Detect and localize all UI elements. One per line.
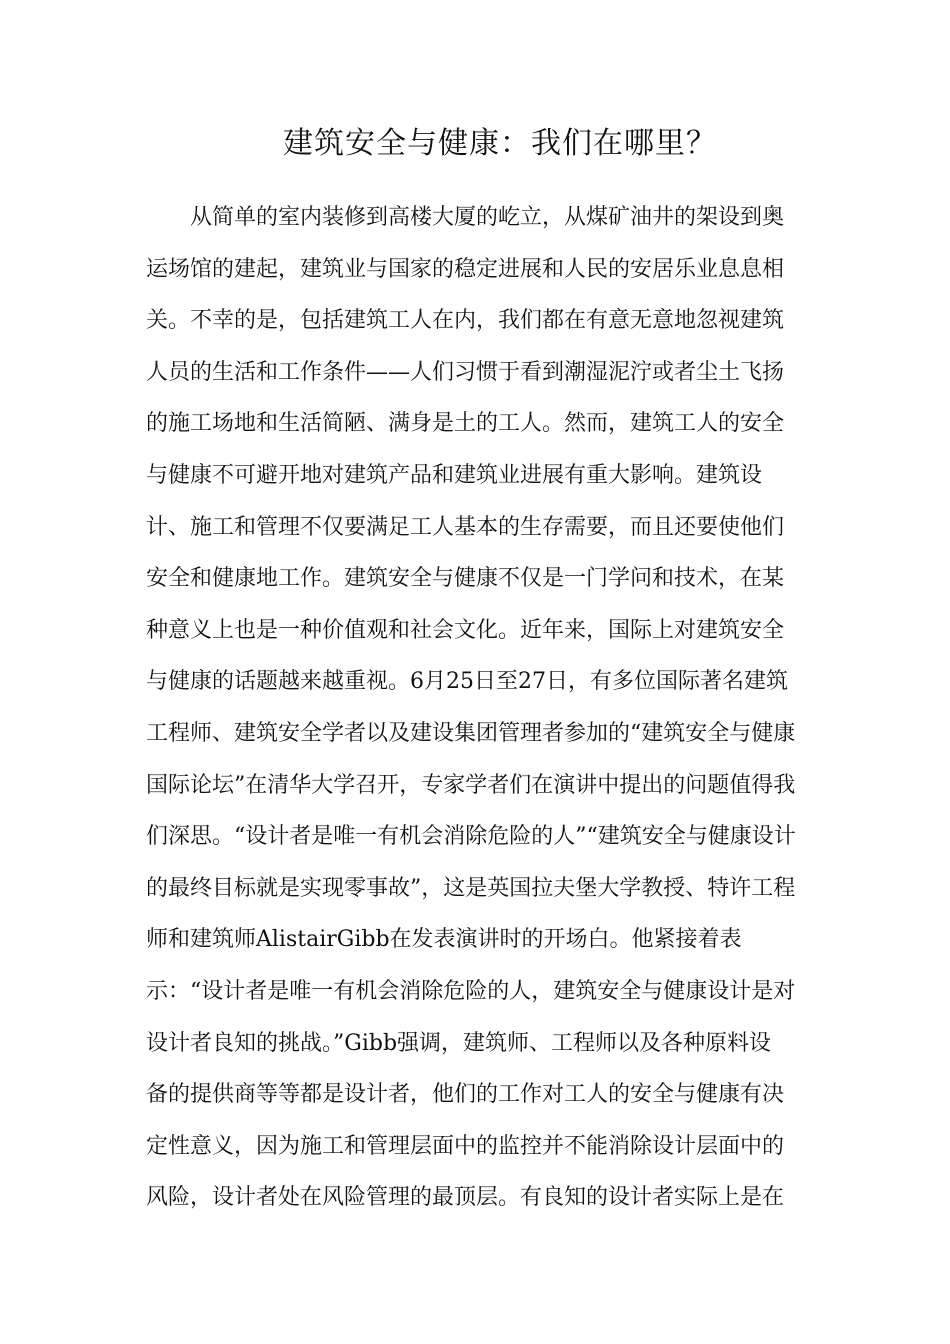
body-line: 定性意义，因为施工和管理层面中的监控并不能消除设计层面中的 bbox=[146, 1133, 785, 1159]
body-line: 与健康的话题越来越重视。6月25日至27日，有多位国际著名建筑 bbox=[146, 669, 788, 695]
document-title: 建筑安全与健康：我们在哪里？ bbox=[283, 126, 717, 161]
body-line: 风险，设计者处在风险管理的最顶层。有良知的设计者实际上是在 bbox=[146, 1185, 785, 1211]
body-line: 人员的生活和工作条件——人们习惯于看到潮湿泥泞或者尘土飞扬 bbox=[146, 359, 785, 385]
body-line: 安全和健康地工作。建筑安全与健康不仅是一门学问和技术，在某 bbox=[146, 566, 785, 592]
body-line: 与健康不可避开地对建筑产品和建筑业进展有重大影响。建筑设 bbox=[146, 462, 763, 488]
body-line: 运场馆的建起，建筑业与国家的稳定进展和人民的安居乐业息息相 bbox=[146, 256, 785, 282]
body-line: 的最终目标就是实现零事故”，这是英国拉夫堡大学教授、特许工程 bbox=[146, 875, 796, 901]
body-line: 示：“设计者是唯一有机会消除危险的人，建筑安全与健康设计是对 bbox=[146, 978, 796, 1004]
body-line: 计、施工和管理不仅要满足工人基本的生存需要，而且还要使他们 bbox=[146, 514, 785, 540]
body-line: 设计者良知的挑战。”Gibb强调，建筑师、工程师以及各种原料设 bbox=[146, 1030, 772, 1056]
body-line: 的施工场地和生活简陋、满身是土的工人。然而，建筑工人的安全 bbox=[146, 411, 785, 437]
document-body bbox=[146, 192, 811, 1224]
body-line: 们深思。“设计者是唯一有机会消除危险的人”“建筑安全与健康设计 bbox=[146, 824, 796, 850]
body-line: 种意义上也是一种价值观和社会文化。近年来，国际上对建筑安全 bbox=[146, 617, 785, 643]
body-line: 备的提供商等等都是设计者，他们的工作对工人的安全与健康有决 bbox=[146, 1082, 785, 1108]
body-line: 工程师、建筑安全学者以及建设集团管理者参加的“建筑安全与健康 bbox=[146, 720, 796, 746]
body-line: 师和建筑师AlistairGibb在发表演讲时的开场白。他紧接着表 bbox=[146, 927, 742, 953]
body-line: 关。不幸的是，包括建筑工人在内，我们都在有意无意地忽视建筑 bbox=[146, 308, 785, 334]
body-line: 从简单的室内装修到高楼大厦的屹立，从煤矿油井的架设到奥 bbox=[190, 205, 785, 230]
body-line: 国际论坛”在清华大学召开，专家学者们在演讲中提出的问题值得我 bbox=[146, 772, 796, 798]
